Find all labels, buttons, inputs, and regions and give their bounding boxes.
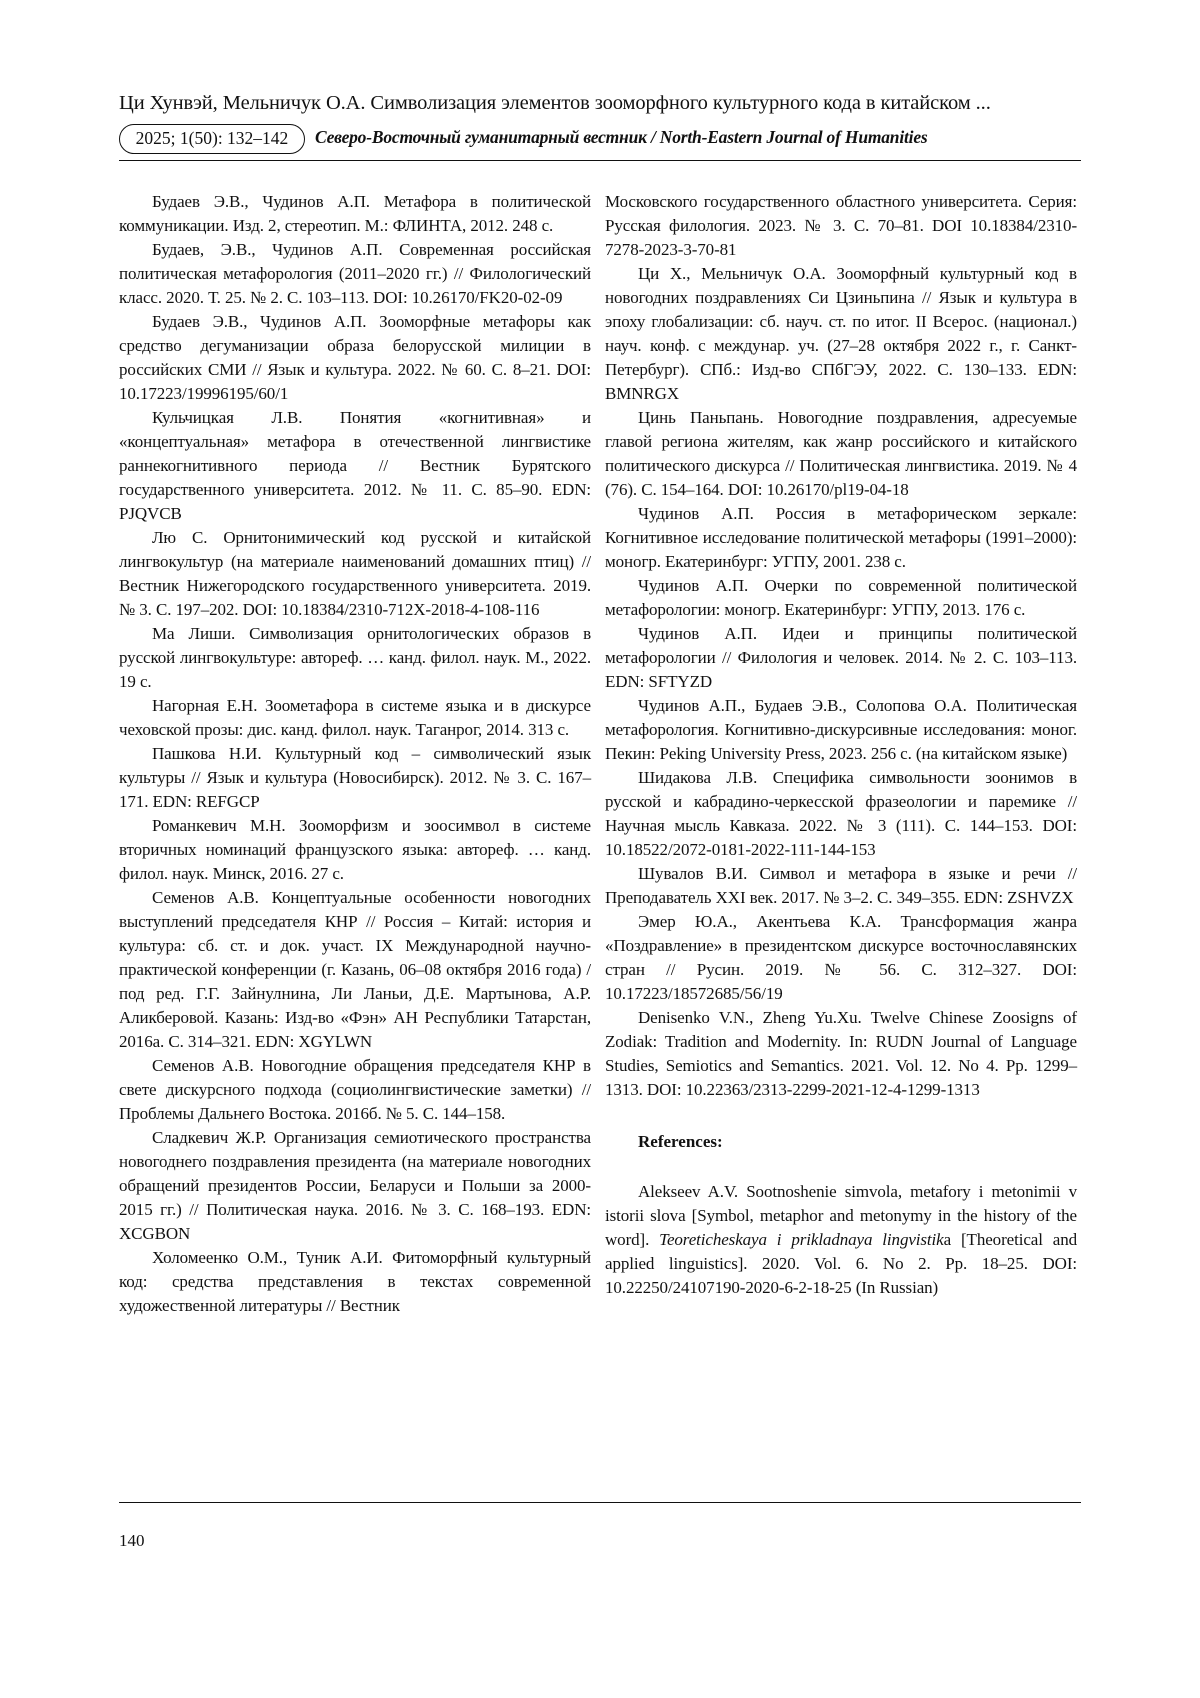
reference-item: Лю С. Орнитонимический код русской и китайской лингвокультур (на материале наименований домашних птиц) // Вестник Нижегородского государственного университета. 2019. № 3. С. 197–202. DOI: 10.18384/2310-712X-2018-4-108-116 [119,528,591,619]
reference-item-english [605,1180,1077,1300]
running-title: Ци Хунвэй, Мельничук О.А. Символизация элементов зооморфного культурного кода в китайском ... [119,92,991,114]
reference-item: Эмер Ю.А., Акентьева К.А. Трансформация жанра «Поздравление» в президентском дискурсе восточнославянских стран // Русин. 2019. № 56. С. 312–327. DOI: 10.17223/18572685/56/19 [605,912,1077,1003]
reference-continuation: Московского государственного областного университета. Серия: Русская филология. 2023. № 3. С. 70–81. DOI 10.18384/2310-7278-2023-3-70-81 [605,192,1077,259]
header-rule [119,160,1081,161]
right-column [605,190,1077,1300]
left-column [119,190,591,1318]
english-ref-journal: Teoreticheskaya i prikladnaya lingvistik [659,1230,944,1249]
journal-title: Северо-Восточный гуманитарный вестник / North-Eastern Journal of Humanities [315,127,928,147]
reference-item: Ци Х., Мельничук О.А. Зооморфный культурный код в новогодних поздравлениях Си Цзиньпина // Язык и культура в эпоху глобализации: сб. науч. ст. по итог. II Всерос. (национал.) науч. конф. с междунар. уч. (27–28 октября 2022 г., г. Санкт-Петербург). СПб.: Изд-во СПбГЭУ, 2022. С. 130–133. EDN: BMNRGX [605,264,1077,403]
page-number: 140 [119,1531,145,1550]
reference-item: Сладкевич Ж.Р. Организация семиотического пространства новогоднего поздравления президента (на материале новогодних обращений президентов России, Беларуси и Польши за 2000-2015 гг.) // Политическая наука. 2016. № 3. С. 168–193. EDN: XCGBON [119,1128,591,1243]
reference-item: Пашкова Н.И. Культурный код – символический язык культуры // Язык и культура (Новосибирск). 2012. № 3. С. 167–171. EDN: REFGCP [119,744,591,811]
reference-item: Шидакова Л.В. Специфика символьности зоонимов в русской и кабрадино-черкесской фразеологии и паремике // Научная мысль Кавказа. 2022. № 3 (111). С. 144–153. DOI: 10.18522/2072-0181-2022-111-144-153 [605,768,1077,859]
reference-item: Романкевич М.Н. Зооморфизм и зоосимвол в системе вторичных номинаций французского языка: автореф. … канд. филол. наук. Минск, 2016. 27 с. [119,816,591,883]
footer-rule [119,1502,1081,1503]
reference-item: Семенов А.В. Концептуальные особенности новогодних выступлений председателя КНР // Россия – Китай: история и культура: сб. ст. и док. участ. IX Международной научно-практической конференции (г. Казань, 06–08 октября 2016 года) / под ред. Г.Г. Зайнулнина, Ли Ланьи, Д.Е. Мартынова, А.Р. Аликберовой. Казань: Изд-во «Фэн» АН Республики Татарстан, 2016а. С. 314–321. EDN: XGYLWN [119,888,591,1051]
reference-item: Холомеенко О.М., Туник А.И. Фитоморфный культурный код: средства представления в текстах современной художественной литературы // Вестник [119,1248,591,1315]
issue-badge: 2025; 1(50): 132–142 [119,124,305,154]
reference-item: Будаев Э.В., Чудинов А.П. Зооморфные метафоры как средство дегуманизации образа белорусской милиции в российских СМИ // Язык и культура. 2022. № 60. С. 8–21. DOI: 10.17223/19996195/60/1 [119,312,591,403]
reference-item: Чудинов А.П. Очерки по современной политической метафорологии: моногр. Екатеринбург: УГПУ, 2013. 176 с. [605,576,1077,619]
reference-item: Denisenko V.N., Zheng Yu.Xu. Twelve Chinese Zoosigns of Zodiak: Tradition and Modernity. In: RUDN Journal of Language Studies, Semiotics and Semantics. 2021. Vol. 12. No 4. Pp. 1299–1313. DOI: 10.22363/2313-2299-2021-12-4-1299-1313 [605,1008,1077,1099]
reference-item: Ма Лиши. Символизация орнитологических образов в русской лингвокультуре: автореф. … канд. филол. наук. М., 2022. 19 с. [119,624,591,691]
reference-item: Семенов А.В. Новогодние обращения председателя КНР в свете дискурсного подхода (социолингвистические заметки) // Проблемы Дальнего Востока. 2016б. № 5. С. 144–158. [119,1056,591,1123]
journal-header [119,124,1081,158]
reference-item: Будаев Э.В., Чудинов А.П. Метафора в политической коммуникации. Изд. 2, стереотип. М.: ФЛИНТА, 2012. 248 с. [119,192,591,235]
reference-item: Чудинов А.П., Будаев Э.В., Солопова О.А. Политическая метафорология. Когнитивно-дискурсивные исследования: моног. Пекин: Peking University Press, 2023. 256 с. (на китайском языке) [605,696,1077,763]
reference-item: Шувалов В.И. Символ и метафора в языке и речи // Преподаватель XXI век. 2017. № 3–2. С. 349–355. EDN: ZSHVZX [605,864,1077,907]
english-ref-part3: a [Theoretical and applied linguistics]. 2020. Vol. 6. No 2. Pp. 18–25. DOI: 10.22250/24107190-2020-6-2-18-25 (In Russian) [605,1230,1077,1297]
reference-item: Кульчицкая Л.В. Понятия «когнитивная» и «концептуальная» метафора в отечественной лингвистике раннекогнитивного периода // Вестник Бурятского государственного университета. 2012. № 11. С. 85–90. EDN: PJQVCB [119,408,591,523]
reference-item: Чудинов А.П. Идеи и принципы политической метафорологии // Филология и человек. 2014. № 2. С. 103–113. EDN: SFTYZD [605,624,1077,691]
reference-item: Будаев, Э.В., Чудинов А.П. Современная российская политическая метафорология (2011–2020 гг.) // Филологический класс. 2020. Т. 25. № 2. С. 103–113. DOI: 10.26170/FK20-02-09 [119,240,591,307]
reference-item: Цинь Паньпань. Новогодние поздравления, адресуемые главой региона жителям, как жанр российского и китайского политического дискурса // Политическая лингвистика. 2019. № 4 (76). С. 154–164. DOI: 10.26170/pl19-04-18 [605,408,1077,499]
reference-item: Нагорная Е.Н. Зоометафора в системе языка и в дискурсе чеховской прозы: дис. канд. филол. наук. Таганрог, 2014. 313 с. [119,696,591,739]
references-heading: References: [638,1132,723,1151]
english-ref-part1: Alekseev A.V. Sootnoshenie simvola, metafory i metonimii v istorii slova [Symbol, metaphor and metonymy in the history of the word]. [605,1182,1077,1249]
reference-item: Чудинов А.П. Россия в метафорическом зеркале: Когнитивное исследование политической метафоры (1991–2000): моногр. Екатеринбург: УГПУ, 2001. 238 с. [605,504,1077,571]
